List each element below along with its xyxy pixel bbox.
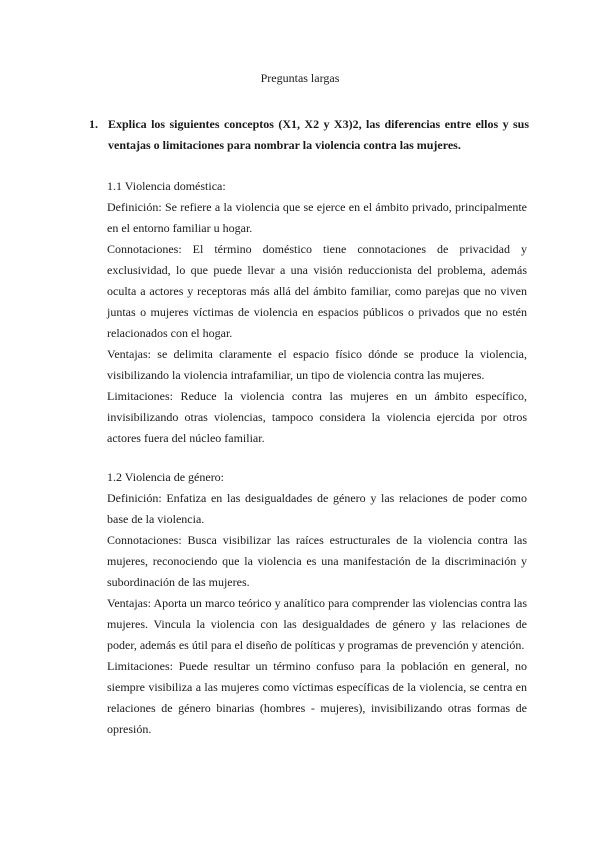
section-violencia-domestica	[107, 175, 527, 449]
ventajas-paragraph: Ventajas: se delimita claramente el espacio físico dónde se produce la violencia, visibilizando la violencia intrafamiliar, un tipo de violencia contra las mujeres.	[107, 347, 527, 382]
question-number: 1.	[89, 117, 98, 131]
definicion-paragraph: Definición: Se refiere a la violencia que se ejerce en el ámbito privado, principalmente en el entorno familiar u hogar.	[107, 200, 527, 235]
limitaciones-paragraph: Limitaciones: Reduce la violencia contra las mujeres en un ámbito específico, invisibilizando otras violencias, tampoco considera la violencia ejercida por otros actores fuera del núcleo familiar.	[107, 389, 527, 445]
section-heading: 1.2 Violencia de género:	[107, 470, 225, 484]
question-1	[89, 114, 529, 156]
section-heading: 1.1 Violencia doméstica:	[107, 179, 226, 193]
connotaciones-paragraph: Connotaciones: Busca visibilizar las raíces estructurales de la violencia contra las mujeres, reconociendo que la violencia es una manifestación de la discriminación y subordinación de las mujeres.	[107, 533, 527, 589]
definicion-paragraph: Definición: Enfatiza en las desigualdades de género y las relaciones de poder como base de la violencia.	[107, 491, 527, 526]
question-text: Explica los siguientes conceptos (X1, X2 y X3)2, las diferencias entre ellos y sus ventajas o limitaciones para nombrar la violencia contra las mujeres.	[108, 117, 529, 152]
limitaciones-paragraph: Limitaciones: Puede resultar un término confuso para la población en general, no siempre visibiliza a las mujeres como víctimas específicas de la violencia, se centra en relaciones de género binarias (hombres - mujeres), invisibilizando otras formas de opresión.	[107, 659, 527, 736]
section-violencia-genero	[107, 466, 527, 740]
page-title: Preguntas largas	[260, 71, 340, 85]
connotaciones-paragraph: Connotaciones: El término doméstico tiene connotaciones de privacidad y exclusividad, lo que puede llevar a una visión reduccionista del problema, además oculta a actores y receptoras más allá del ámbito familiar, como parejas que no viven juntas o mujeres víctimas de violencia en espacios públicos o privados que no estén relacionados con el hogar.	[107, 242, 527, 340]
ventajas-paragraph: Ventajas: Aporta un marco teórico y analítico para comprender las violencias contra las mujeres. Vincula la violencia con las desigualdades de género y las relaciones de poder, además es útil para el diseño de políticas y programas de prevención y atención.	[107, 596, 527, 652]
